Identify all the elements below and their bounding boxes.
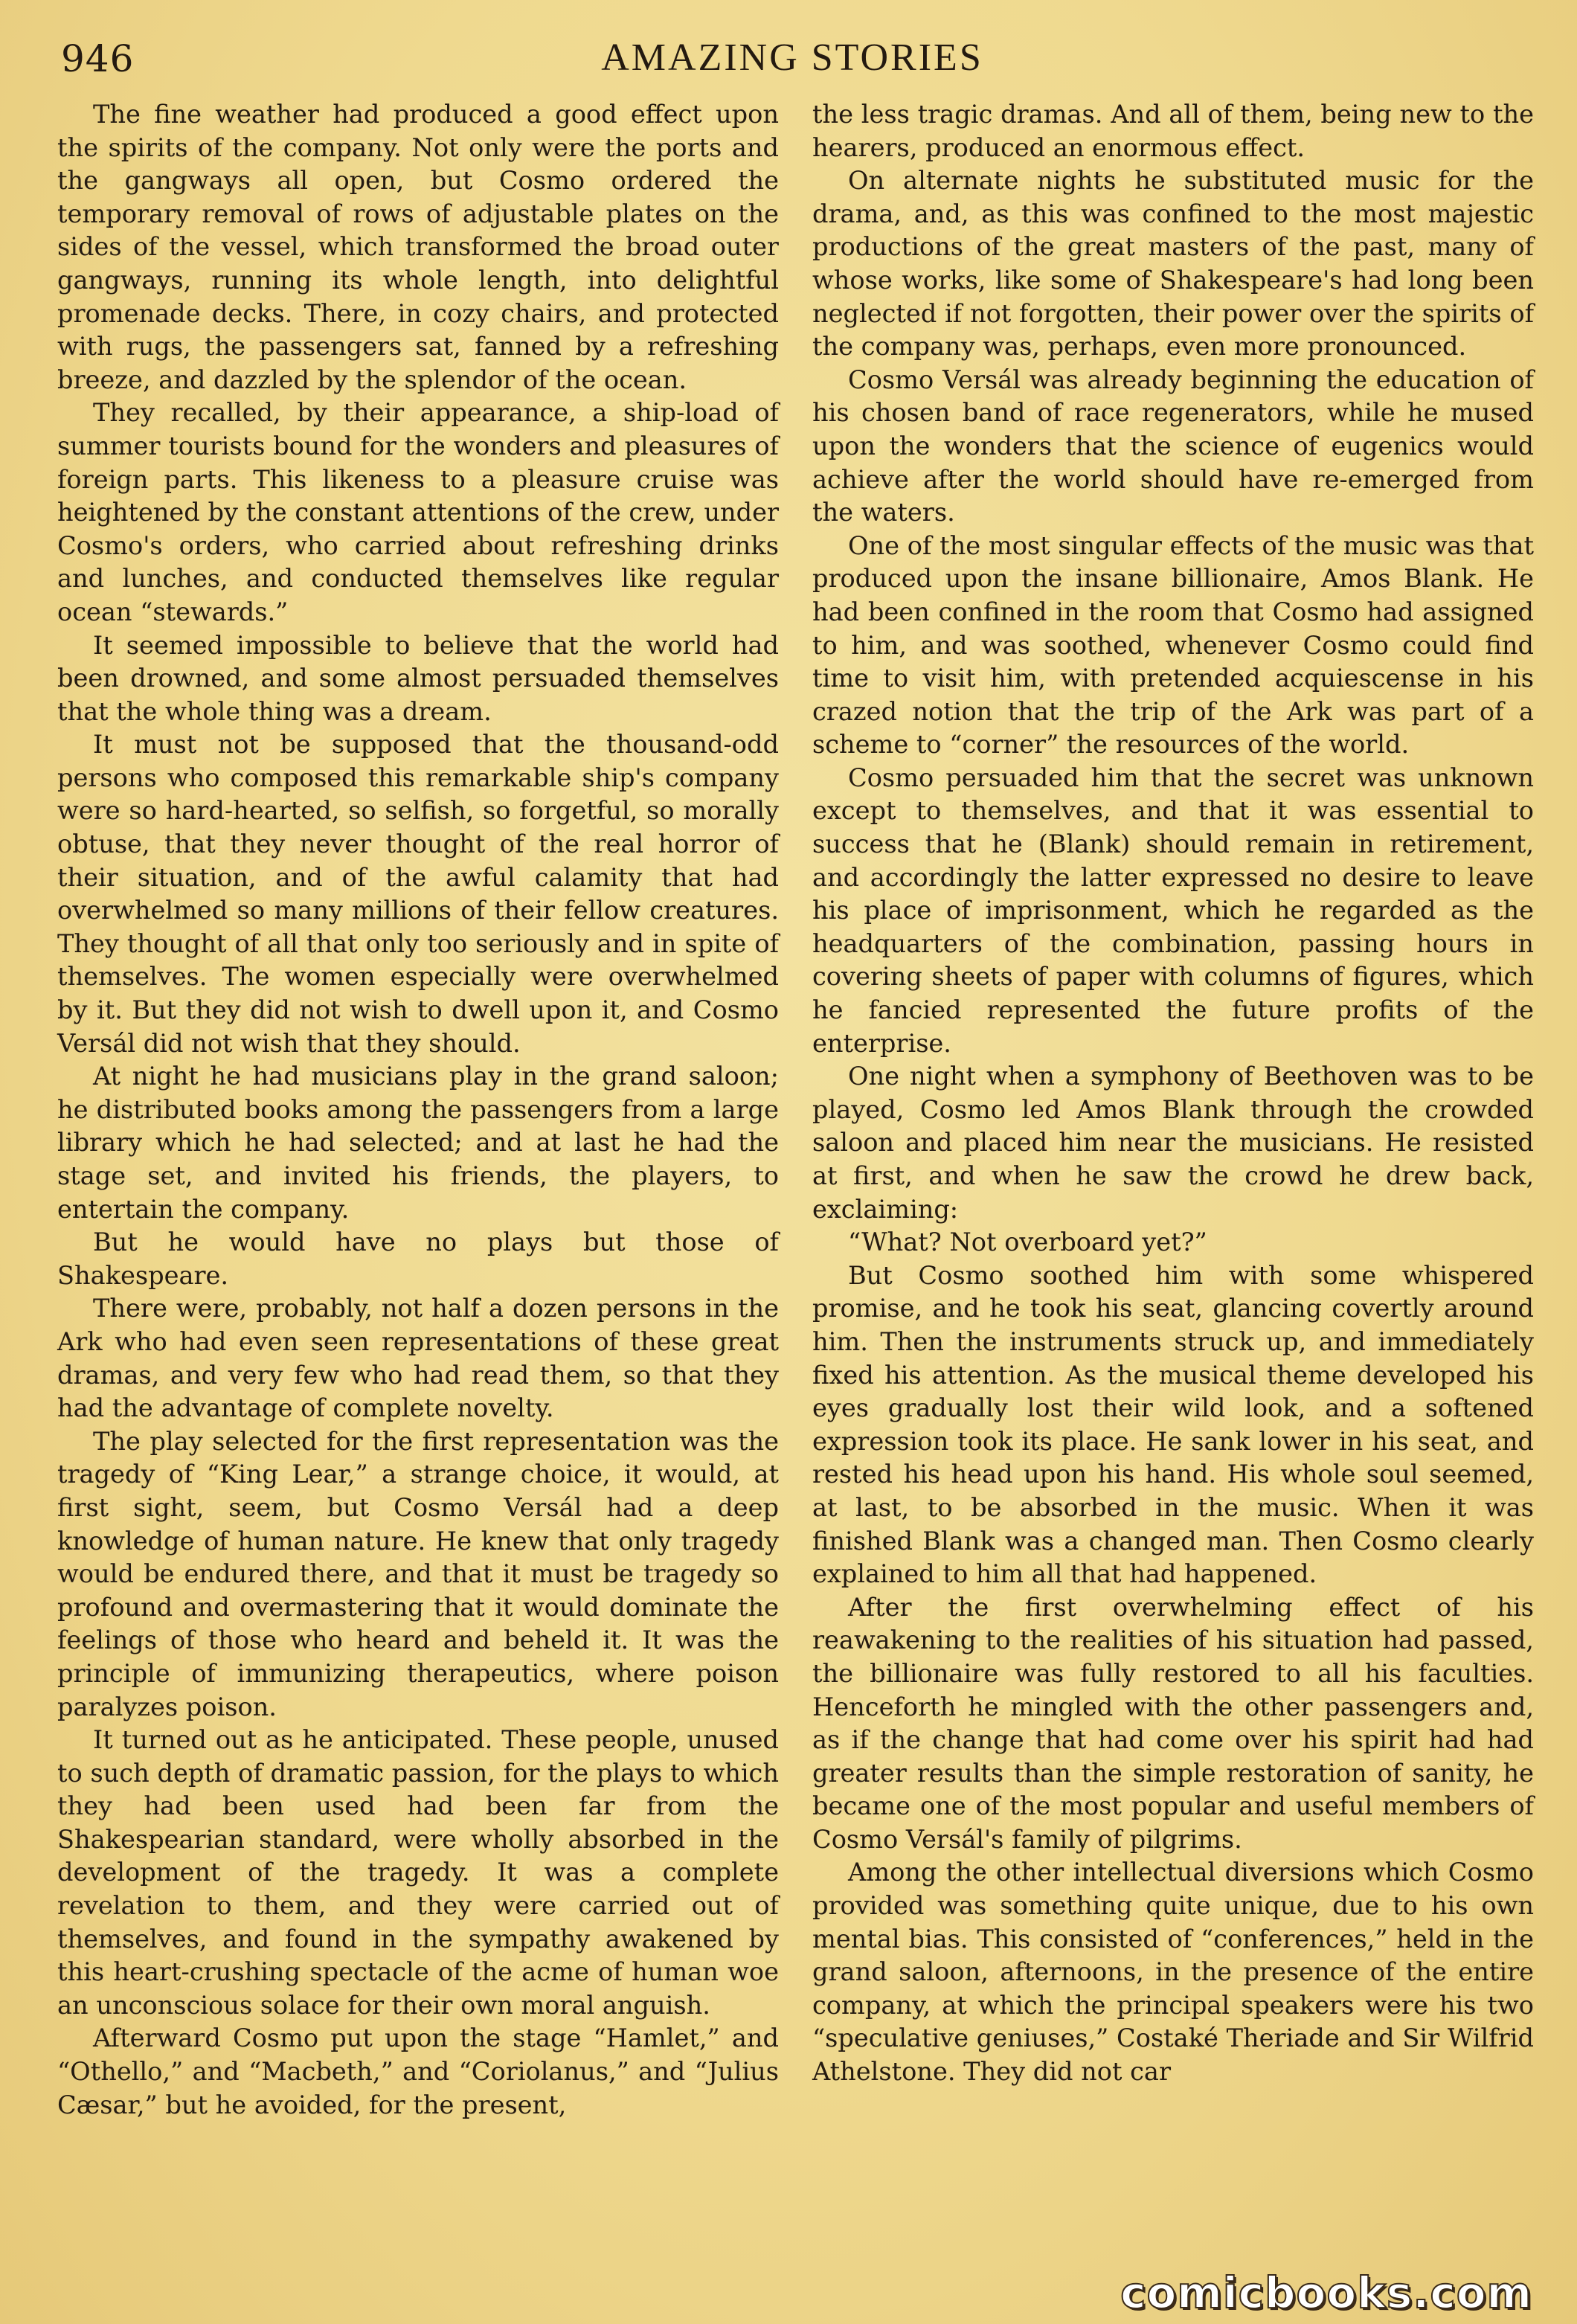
- paragraph: At night he had musicians play in the grand saloon; he distributed books among the passengers from a large library which he had selected; and at last he had the stage set, and invited his friends, the players, to entertain the company.: [57, 1062, 779, 1224]
- paragraph: After the first overwhelming effect of his reawakening to the realities of his situation had passed, the billionaire was fully restored to all his faculties. Henceforth he mingled with the other passengers and, as if the change that had come over his spirit had had greater results than the simple restoration of sanity, he became one of the most popular and useful members of Cosmo Versál's family of pilgrims.: [812, 1592, 1534, 1854]
- page-header: [52, 33, 1532, 92]
- paragraph: “What? Not overboard yet?”: [848, 1227, 1207, 1257]
- paragraph: The play selected for the first representation was the tragedy of “King Lear,” a strange choice, it would, at first sight, seem, but Cosmo Versál had a deep knowledge of human nature. He knew that only tragedy would be endured there, and that it must be tragedy so profound and overmastering that it would dominate the feelings of those who heard and beheld it. It was the principle of immunizing therapeutics, where poison paralyzes poison.: [57, 1426, 779, 1721]
- paragraph: They recalled, by their appearance, a ship-load of summer tourists bound for the wonders and pleasures of foreign parts. This likeness to a pleasure cruise was heightened by the constant attentions of the crew, under Cosmo's orders, who carried about refreshing drinks and lunches, and conducted themselves like regular ocean “stewards.”: [57, 398, 779, 626]
- paragraph: On alternate nights he substituted music for the drama, and, as this was confined to the most majestic productions of the great masters of the past, many of whose works, like some of Shakespeare's had long been neglected if not forgotten, their power over the spirits of the company was, perhaps, even more pronounced.: [812, 166, 1534, 362]
- paragraph: One night when a symphony of Beethoven was to be played, Cosmo led Amos Blank through the crowded saloon and placed him near the musicians. He resisted at first, and when he saw the crowd he drew back, exclaiming:: [812, 1062, 1534, 1224]
- right-column: [812, 98, 1534, 2089]
- page-number: 946: [61, 37, 135, 80]
- paragraph: But Cosmo soothed him with some whispered promise, and he took his seat, glancing covertly around him. Then the instruments struck up, and immediately fixed his attention. As the musical theme developed his eyes gradually lost their wild look, and a softened expression took its place. He sank lower in his seat, and rested his head upon his hand. His whole soul seemed, at last, to be absorbed in the music. When it was finished Blank was a changed man. Then Cosmo clearly explained to him all that had happened.: [812, 1260, 1534, 1589]
- paragraph: It seemed impossible to believe that the world had been drowned, and some almost persuaded themselves that the whole thing was a dream.: [57, 630, 779, 726]
- paragraph: It must not be supposed that the thousand-odd persons who composed this remarkable ship's company were so hard-hearted, so selfish, so forgetful, so morally obtuse, that they never thought of the real horror of their situation, and of the awful calamity that had overwhelmed so many millions of their fellow creatures. They thought of all that only too seriously and in spite of themselves. The women especially were overwhelmed by it. But they did not wish to dwell upon it, and Cosmo Versál did not wish that they should.: [57, 730, 779, 1058]
- paragraph: It turned out as he anticipated. These people, unused to such depth of dramatic passion, for the plays to which they had been used had been far from the Shakespearian standard, were wholly absorbed in the development of the tragedy. It was a complete revelation to them, and they were carried out of themselves, and found in the sympathy awakened by this heart-crushing spectacle of the acme of human woe an unconscious solace for their own moral anguish.: [57, 1725, 779, 2020]
- paragraph: The fine weather had produced a good effect upon the spirits of the company. Not only were the ports and the gangways all open, but Cosmo ordered the temporary removal of rows of adjustable plates on the sides of the vessel, which transformed the broad outer gangways, running its whole length, into delightful promenade decks. There, in cozy chairs, and protected with rugs, the passengers sat, fanned by a refreshing breeze, and dazzled by the splendor of the ocean.: [57, 100, 779, 394]
- left-column: [57, 98, 779, 2122]
- paragraph: One of the most singular effects of the music was that produced upon the insane billionaire, Amos Blank. He had been confined in the room that Cosmo had assigned to him, and was soothed, whenever Cosmo could find time to visit him, with pretended acquiescense in his crazed notion that the trip of the Ark was part of a scheme to “corner” the resources of the world.: [812, 530, 1534, 760]
- paragraph: Cosmo persuaded him that the secret was unknown except to themselves, and that it was essential to success that he (Blank) should remain in retirement, and accordingly the latter expressed no desire to leave his place of imprisonment, which he regarded as the headquarters of the combination, passing hours in covering sheets of paper with columns of figures, which he fancied represented the future profits of the enterprise.: [812, 763, 1534, 1058]
- paragraph: But he would have no plays but those of Shakespeare.: [57, 1227, 779, 1290]
- paragraph: Cosmo Versál was already beginning the education of his chosen band of race regenerators, while he mused upon the wonders that the science of eugenics would achieve after the world should have re-emerged from the waters.: [812, 365, 1534, 527]
- paragraph: Afterward Cosmo put upon the stage “Hamlet,” and “Othello,” and “Macbeth,” and “Coriolanus,” and “Julius Cæsar,” but he avoided, for the present,: [57, 2023, 779, 2119]
- paragraph-continued: the less tragic dramas. And all of them, being new to the hearers, produced an enormous effect.: [812, 100, 1534, 162]
- paragraph: Among the other intellectual diversions which Cosmo provided was something quite unique, due to his own mental bias. This consisted of “conferences,” held in the grand saloon, afternoons, in the presence of the entire company, at which the principal speakers were his two “speculative geniuses,” Costaké Theriade and Sir Wilfrid Athelstone. They did not car: [812, 1858, 1534, 2087]
- watermark: comicbooks.com: [1120, 2267, 1532, 2318]
- running-title: AMAZING STORIES: [601, 36, 983, 79]
- paragraph: There were, probably, not half a dozen persons in the Ark who had even seen representations of these great dramas, and very few who had read them, so that they had the advantage of complete novelty.: [57, 1294, 779, 1423]
